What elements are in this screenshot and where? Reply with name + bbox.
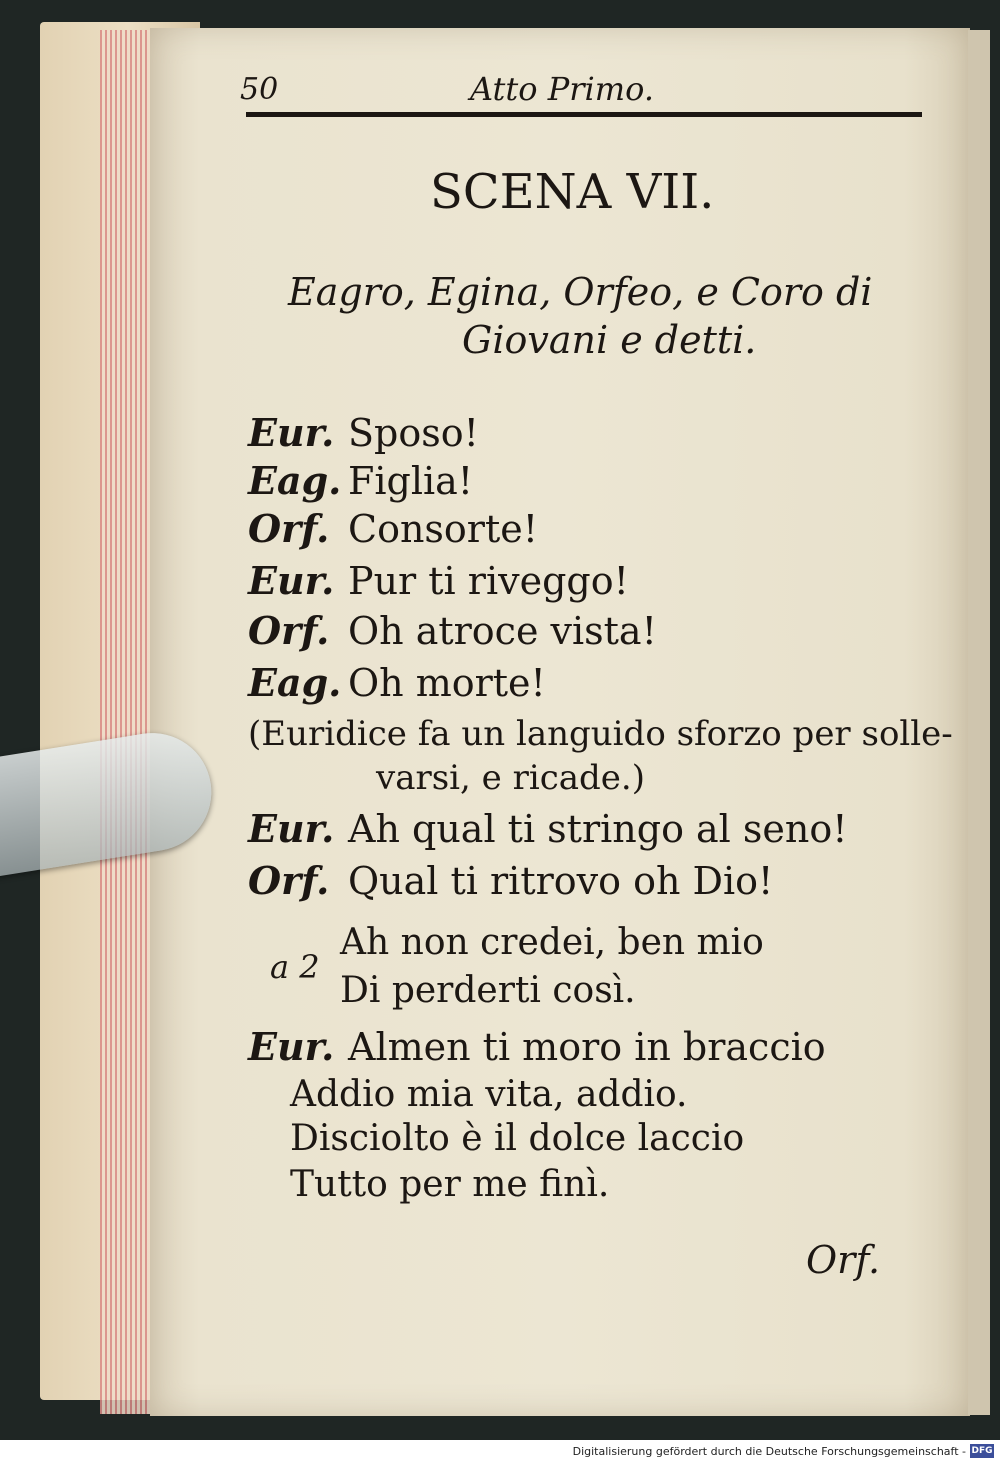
speaker: Orf. [248, 608, 330, 653]
dialogue-line [248, 410, 479, 455]
speaker: Eag. [248, 660, 342, 705]
speaker: Eur. [248, 410, 335, 455]
verse-line: Addio mia vita, addio. [290, 1074, 688, 1115]
speaker: Eag. [248, 458, 342, 503]
catchword: Orf. [806, 1238, 881, 1282]
stage-direction-line-1: (Euridice fa un languido sforzo per solle- [248, 714, 953, 754]
speech: Ah qual ti stringo al seno! [348, 807, 848, 851]
dialogue-line [248, 558, 629, 603]
dfg-logo: DFG [971, 1446, 993, 1456]
duet-line-2: Di perderti così. [340, 970, 636, 1011]
dialogue-line [248, 506, 538, 551]
speech: Consorte! [348, 507, 538, 551]
speech: Oh morte! [348, 661, 546, 705]
speech: Figlia! [348, 459, 474, 503]
scene-title: SCENA VII. [430, 164, 715, 220]
duet-line-1: Ah non credei, ben mio [340, 922, 764, 963]
dialogue-line [248, 806, 848, 851]
page-number: 50 [240, 72, 279, 107]
running-title: Atto Primo. [470, 70, 654, 108]
dialogue-line [248, 608, 657, 653]
speech: Almen ti moro in braccio [348, 1025, 826, 1069]
stage-direction-line-2: varsi, e ricade.) [376, 758, 645, 798]
characters-line-2: Giovani e detti. [462, 318, 757, 362]
duet-marker: a 2 [270, 948, 320, 986]
verse-line: Disciolto è il dolce laccio [290, 1118, 745, 1159]
speech: Sposo! [348, 411, 479, 455]
characters-line-1: Eagro, Egina, Orfeo, e Coro di [288, 270, 873, 314]
page-gutter [968, 30, 990, 1415]
speaker: Orf. [248, 506, 330, 551]
dialogue-line [248, 1024, 826, 1069]
dialogue-line [248, 458, 473, 503]
dialogue-line [248, 858, 773, 903]
speech: Oh atroce vista! [348, 609, 657, 653]
dialogue-line [248, 660, 546, 705]
speaker: Eur. [248, 558, 335, 603]
speaker: Eur. [248, 1024, 335, 1069]
verse-line: Tutto per me finì. [290, 1164, 610, 1205]
header-rule [246, 112, 922, 117]
footer-credit: Digitalisierung gefördert durch die Deutsche Forschungsgemeinschaft - [572, 1445, 966, 1458]
speaker: Orf. [248, 858, 330, 903]
speaker: Eur. [248, 806, 335, 851]
speech: Qual ti ritrovo oh Dio! [348, 859, 774, 903]
speech: Pur ti riveggo! [348, 559, 629, 603]
